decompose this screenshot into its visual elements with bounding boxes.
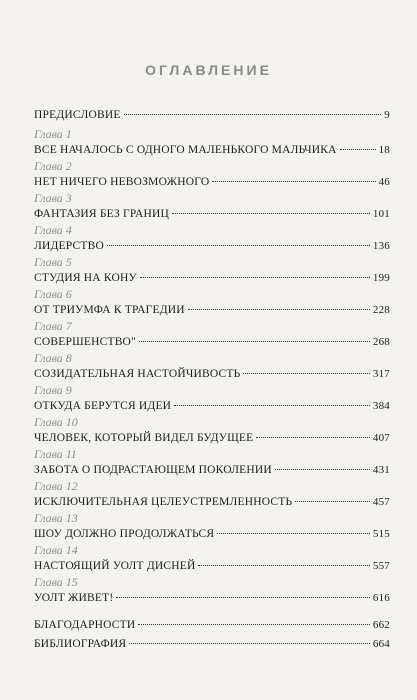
dot-leader bbox=[174, 404, 370, 406]
toc-entry-chapter[interactable] bbox=[34, 288, 390, 320]
chapter-row bbox=[34, 525, 390, 544]
chapter-label: Глава 12 bbox=[34, 479, 78, 493]
chapter-label: Глава 1 bbox=[34, 127, 72, 141]
entry-title: СОЗИДАТЕЛЬНАЯ НАСТОЙЧИВОСТЬ bbox=[34, 368, 241, 380]
dot-leader bbox=[198, 564, 369, 566]
entry-page: 268 bbox=[372, 336, 390, 348]
chapter-row bbox=[34, 141, 390, 160]
entry-title: ВСЕ НАЧАЛОСЬ С ОДНОГО МАЛЕНЬКОГО МАЛЬЧИКА bbox=[34, 144, 337, 156]
entry-page: 384 bbox=[372, 400, 390, 412]
chapter-label: Глава 11 bbox=[34, 447, 77, 461]
chapter-label: Глава 13 bbox=[34, 511, 78, 525]
entry-page: 101 bbox=[372, 208, 390, 220]
chapter-label: Глава 3 bbox=[34, 191, 72, 205]
toc-entry-chapter[interactable] bbox=[34, 416, 390, 448]
toc-entry-chapter[interactable] bbox=[34, 128, 390, 160]
dot-leader bbox=[243, 372, 369, 374]
dot-leader bbox=[275, 468, 370, 470]
entry-title: УОЛТ ЖИВЕТ! bbox=[34, 592, 114, 604]
entry-page: 199 bbox=[372, 272, 390, 284]
entry-page: 46 bbox=[378, 176, 390, 188]
entry-title: ЛИДЕРСТВО bbox=[34, 240, 104, 252]
dot-leader bbox=[212, 180, 375, 182]
chapter-label: Глава 5 bbox=[34, 255, 72, 269]
entry-page: 662 bbox=[372, 619, 390, 631]
chapter-row bbox=[34, 429, 390, 448]
entry-page: 136 bbox=[372, 240, 390, 252]
entry-title: ОТ ТРИУМФА К ТРАГЕДИИ bbox=[34, 304, 185, 316]
toc-entry-chapter[interactable] bbox=[34, 448, 390, 480]
chapter-label: Глава 14 bbox=[34, 543, 78, 557]
entry-page: 557 bbox=[372, 560, 390, 572]
toc-entry-chapter[interactable] bbox=[34, 576, 390, 608]
chapter-row bbox=[34, 333, 390, 352]
chapter-row bbox=[34, 397, 390, 416]
toc-entry-chapter[interactable] bbox=[34, 384, 390, 416]
entry-title: НЕТ НИЧЕГО НЕВОЗМОЖНОГО bbox=[34, 176, 210, 188]
dot-leader bbox=[138, 623, 369, 625]
entry-title: БИБЛИОГРАФИЯ bbox=[34, 638, 127, 650]
entry-page: 18 bbox=[378, 144, 390, 156]
entry-title: ШОУ ДОЛЖНО ПРОДОЛЖАТЬСЯ bbox=[34, 528, 215, 540]
dot-leader bbox=[107, 244, 370, 246]
toc-entry-bibliography[interactable] bbox=[34, 635, 390, 654]
chapter-row bbox=[34, 269, 390, 288]
chapter-row bbox=[34, 365, 390, 384]
dot-leader bbox=[140, 276, 370, 278]
dot-leader bbox=[217, 532, 370, 534]
entry-title: БЛАГОДАРНОСТИ bbox=[34, 619, 136, 631]
chapter-label: Глава 7 bbox=[34, 319, 72, 333]
chapter-row bbox=[34, 493, 390, 512]
toc-entry-chapter[interactable] bbox=[34, 320, 390, 352]
chapter-label: Глава 10 bbox=[34, 415, 78, 429]
dot-leader bbox=[139, 340, 370, 342]
toc-entry-chapter[interactable] bbox=[34, 256, 390, 288]
chapter-row bbox=[34, 557, 390, 576]
chapter-label: Глава 8 bbox=[34, 351, 72, 365]
entry-page: 431 bbox=[372, 464, 390, 476]
entry-page: 317 bbox=[372, 368, 390, 380]
entry-title: НАСТОЯЩИЙ УОЛТ ДИСНЕЙ bbox=[34, 560, 196, 572]
entry-page: 515 bbox=[372, 528, 390, 540]
entry-page: 664 bbox=[372, 638, 390, 650]
toc-entry-chapter[interactable] bbox=[34, 224, 390, 256]
dot-leader bbox=[256, 436, 370, 438]
dot-leader bbox=[340, 148, 376, 150]
chapter-label: Глава 4 bbox=[34, 223, 72, 237]
entry-title: ОТКУДА БЕРУТСЯ ИДЕИ bbox=[34, 400, 172, 412]
chapter-label: Глава 2 bbox=[34, 159, 72, 173]
chapter-row bbox=[34, 205, 390, 224]
entry-title: СТУДИЯ НА КОНУ bbox=[34, 272, 137, 284]
chapter-list bbox=[34, 128, 390, 608]
toc-entry-chapter[interactable] bbox=[34, 512, 390, 544]
dot-leader bbox=[188, 308, 370, 310]
dot-leader bbox=[172, 212, 370, 214]
dot-leader bbox=[116, 596, 370, 598]
entry-title: ЧЕЛОВЕК, КОТОРЫЙ ВИДЕЛ БУДУЩЕЕ bbox=[34, 432, 254, 444]
chapter-row bbox=[34, 589, 390, 608]
dot-leader bbox=[124, 113, 382, 115]
chapter-row bbox=[34, 301, 390, 320]
entry-title: ЗАБОТА О ПОДРАСТАЮЩЕМ ПОКОЛЕНИИ bbox=[34, 464, 272, 476]
chapter-row bbox=[34, 461, 390, 480]
entry-title: ИСКЛЮЧИТЕЛЬНАЯ ЦЕЛЕУСТРЕМЛЕННОСТЬ bbox=[34, 496, 293, 508]
entry-title: ПРЕДИСЛОВИЕ bbox=[34, 109, 121, 121]
chapter-label: Глава 9 bbox=[34, 383, 72, 397]
chapter-label: Глава 6 bbox=[34, 287, 72, 301]
dot-leader bbox=[295, 500, 370, 502]
entry-title: СОВЕРШЕНСТВО" bbox=[34, 336, 136, 348]
entry-page: 407 bbox=[372, 432, 390, 444]
entry-title: ФАНТАЗИЯ БЕЗ ГРАНИЦ bbox=[34, 208, 170, 220]
entry-page: 457 bbox=[372, 496, 390, 508]
dot-leader bbox=[129, 642, 370, 644]
toc-entry-preface[interactable] bbox=[34, 106, 390, 125]
table-of-contents bbox=[34, 106, 390, 654]
toc-entry-chapter[interactable] bbox=[34, 160, 390, 192]
chapter-label: Глава 15 bbox=[34, 575, 78, 589]
toc-entry-chapter[interactable] bbox=[34, 544, 390, 576]
toc-entry-chapter[interactable] bbox=[34, 352, 390, 384]
chapter-row bbox=[34, 237, 390, 256]
toc-entry-acknowledgements[interactable] bbox=[34, 616, 390, 635]
page-title: ОГЛАВЛЕНИЕ bbox=[145, 62, 272, 78]
toc-entry-chapter[interactable] bbox=[34, 192, 390, 224]
toc-entry-chapter[interactable] bbox=[34, 480, 390, 512]
entry-page: 616 bbox=[372, 592, 390, 604]
chapter-row bbox=[34, 173, 390, 192]
entry-page: 9 bbox=[384, 109, 390, 121]
entry-page: 228 bbox=[372, 304, 390, 316]
